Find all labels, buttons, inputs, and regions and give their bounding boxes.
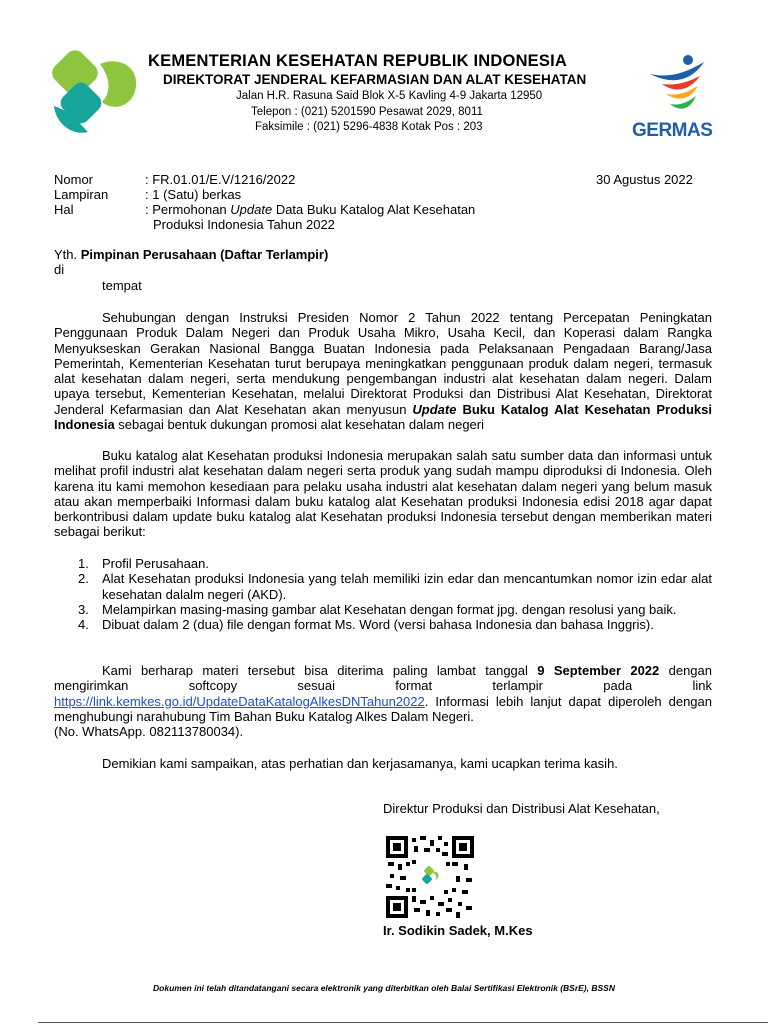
qr-signature [386, 836, 474, 918]
recipient: Yth. Pimpinan Perusahaan (Daftar Terlampir) [54, 247, 329, 262]
recipient-di: di [54, 262, 65, 277]
address: Jalan H.R. Rasuna Said Blok X-5 Kavling 4-9 Jakarta 12950 [236, 90, 543, 102]
signatory-name: Ir. Sodikin Sadek, M.Kes [383, 923, 533, 938]
hal-value-line2: Produksi Indonesia Tahun 2022 [153, 217, 335, 232]
lampiran-value: : 1 (Satu) berkas [145, 187, 242, 202]
germas-wordmark: GERMAS [632, 120, 713, 141]
directorate-name: DIREKTORAT JENDERAL KEFARMASIAN DAN ALAT KESEHATAN [163, 72, 587, 87]
paragraph-1: Sehubungan dengan Instruksi Presiden Nomor 2 Tahun 2022 tentang Percepatan Peningkatan Penggunaan Produk Dalam Negeri dan Produk Usaha Mikro, Usaha Kecil, dan Koperasi dalam Rangka Menyukseskan Gerakan Nasional Bangga Buatan Indonesia pada Pelaksanaan Pengadaan Barang/Jasa Pemerintah, Kementerian Kesehatan turut berupaya meningkatkan penggunaan produk dalam negeri, termasuk alat kesehatan dalam negeri, serta mendukung pengembangan industri alat kesehatan dalam negeri. Dalam upaya tersebut, Kementerian Kesehatan, melalui Direktorat Produksi dan Distribusi Alat Kesehatan, Direktorat Jenderal Kefarmasian dan Alat Kesehatan akan menyusun Update Buku Katalog Alat Kesehatan Produksi Indonesia sebagai bentuk dukungan promosi alat kesehatan dalam negeri [54, 310, 712, 433]
phone: Telepon : (021) 5201590 Pesawat 2029, 8011 [251, 106, 483, 118]
list-item: 4. Dibuat dalam 2 (dua) file dengan format Ms. Word (versi bahasa Indonesia dan bahasa Inggris). [78, 617, 654, 633]
bottom-divider [38, 1022, 768, 1023]
nomor-label: Nomor [54, 172, 94, 187]
germas-logo [640, 52, 720, 118]
letter-date: 30 Agustus 2022 [596, 172, 693, 187]
hal-value: : Permohonan Update Data Buku Katalog Alat Kesehatan [145, 202, 476, 217]
ministry-name: KEMENTERIAN KESEHATAN REPUBLIK INDONESIA [148, 52, 567, 70]
nomor-value: : FR.01.01/E.V/1216/2022 [145, 172, 296, 187]
recipient-tempat: tempat [102, 278, 142, 293]
list-item: 3. Melampirkan masing-masing gambar alat Kesehatan dengan format jpg. dengan resolusi yang baik. [78, 601, 677, 617]
lampiran-label: Lampiran [54, 187, 109, 202]
upload-link[interactable]: https://link.kemkes.go.id/UpdateDataKatalogAlkesDNTahun2022 [54, 693, 425, 709]
list-item: 2. Alat Kesehatan produksi Indonesia yang telah memiliki izin edar dan mencantumkan nomor izin edar alat kesehatan dalalm negeri (AKD). [78, 571, 712, 602]
fax: Faksimile : (021) 5296-4838 Kotak Pos : 203 [255, 121, 483, 133]
hal-label: Hal [54, 202, 74, 217]
requirements-list [78, 556, 712, 632]
list-item: 1. Profil Perusahaan. [78, 556, 209, 571]
electronic-signature-note: Dokumen ini telah ditandatangani secara elektronik yang diterbitkan oleh Balai Sertifikasi Elektronik (BSrE), BSSN [153, 983, 615, 993]
paragraph-2: Buku katalog alat Kesehatan produksi Indonesia merupakan salah satu sumber data dan informasi untuk melihat profil industri alat kesehatan dalam negeri serta produk yang sudah mampu diproduksi di Indonesia. Oleh karena itu kami memohon kesediaan para pelaku usaha industri alat kesehatan dalam negeri yang belum masuk atau akan memperbaiki Informasi dalam buku katalog alat Kesehatan produksi Indonesia edisi 2018 agar dapat berkontribusi dalam update buku katalog alat Kesehatan produksi Indonesia tersebut dengan memberikan materi sebagai berikut: [54, 448, 712, 540]
kemenkes-logo [50, 50, 142, 138]
signatory-title: Direktur Produksi dan Distribusi Alat Kesehatan, [383, 801, 660, 816]
paragraph-closing: Demikian kami sampaikan, atas perhatian dan kerjasamanya, kami ucapkan terima kasih. [102, 756, 618, 771]
whatsapp-contact: (No. WhatsApp. 082113780034). [54, 724, 244, 739]
paragraph-3: Kami berharap materi tersebut bisa diterima paling lambat tanggal 9 September 2022 dengan mengirimkan softcopy sesuai format terlampir pada link https://link.kemkes.go.id/UpdateDataKatalogAlkesDNTahun2022. Informasi lebih lanjut dapat diperoleh dengan menghubungi narahubung Tim Bahan Buku Katalog Alkes Dalam Negeri. [54, 663, 712, 724]
